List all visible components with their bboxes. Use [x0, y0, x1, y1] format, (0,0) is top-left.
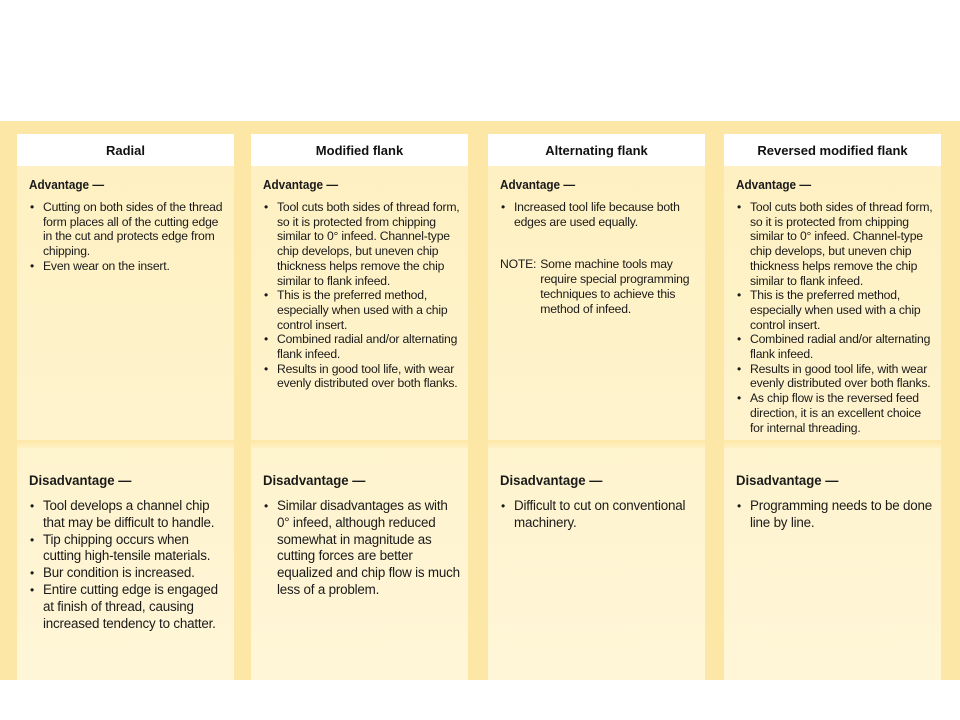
- disadvantage-title: Disadvantage —: [500, 472, 603, 488]
- list-item: • Increased tool life because both edges are used equally.: [500, 200, 697, 229]
- list-item: • Bur condition is increased.: [29, 565, 226, 582]
- list-item: • As chip flow is the reversed feed direction, it is an excellent choice for internal threading.: [736, 391, 933, 435]
- advantage-title: Advantage —: [29, 178, 105, 192]
- column-reversed-modified-flank: [724, 134, 941, 680]
- disadvantage-title: Disadvantage —: [736, 472, 839, 488]
- note-text: Some machine tools may require special programming techniques to achieve this method of infeed.: [540, 257, 690, 316]
- advantage-title: Advantage —: [500, 178, 576, 192]
- list-item: • Tool cuts both sides of thread form, so it is protected from chipping similar to 0° infeed. Channel-type chip develops, but uneven chip thickness helps remove the chip similar to flank infeed.: [736, 200, 933, 288]
- list-item: • Combined radial and/or alternating flank infeed.: [736, 332, 933, 361]
- list-item: • Results in good tool life, with wear evenly distributed over both flanks.: [263, 362, 460, 391]
- section-divider: [488, 440, 705, 448]
- list-item: • Similar disadvantages as with 0° infeed, although reduced somewhat in magnitude as cutting forces are better equalized and chip flow is much less of a problem.: [263, 498, 460, 599]
- advantage-title: Advantage —: [736, 178, 812, 192]
- section-divider: [251, 440, 468, 448]
- disadvantage-section: [724, 472, 941, 532]
- column-header: Radial: [17, 134, 234, 166]
- advantage-section: [724, 178, 941, 435]
- list-item: • Tool cuts both sides of thread form, so it is protected from chipping similar to 0° infeed. Channel-type chip develops, but uneven chip thickness helps remove the chip similar to flank infeed.: [263, 200, 460, 288]
- list-item: • This is the preferred method, especially when used with a chip control insert.: [736, 288, 933, 332]
- column-radial: [17, 134, 234, 680]
- section-divider: [724, 440, 941, 448]
- column-header: Modified flank: [251, 134, 468, 166]
- list-item: • Combined radial and/or alternating flank infeed.: [263, 332, 460, 361]
- advantage-section: [488, 178, 705, 316]
- advantage-section: [17, 178, 234, 274]
- disadvantage-title: Disadvantage —: [263, 472, 366, 488]
- column-header: Reversed modified flank: [724, 134, 941, 166]
- disadvantage-section: [251, 472, 468, 599]
- list-item: • Entire cutting edge is engaged at finish of thread, causing increased tendency to chatter.: [29, 582, 226, 632]
- list-item: • This is the preferred method, especially when used with a chip control insert.: [263, 288, 460, 332]
- list-item: • Difficult to cut on conventional machinery.: [500, 498, 697, 532]
- column-header: Alternating flank: [488, 134, 705, 166]
- column-alternating-flank: [488, 134, 705, 680]
- list-item: • Even wear on the insert.: [29, 259, 226, 274]
- column-modified-flank: [251, 134, 468, 680]
- section-divider: [17, 440, 234, 448]
- list-item: • Programming needs to be done line by line.: [736, 498, 933, 532]
- list-item: • Cutting on both sides of the thread form places all of the cutting edge in the cut and protects edge from chipping.: [29, 200, 226, 259]
- advantage-title: Advantage —: [263, 178, 339, 192]
- note: [500, 257, 697, 316]
- disadvantage-section: [17, 472, 234, 632]
- list-item: • Tool develops a channel chip that may be difficult to handle.: [29, 498, 226, 532]
- disadvantage-title: Disadvantage —: [29, 472, 132, 488]
- advantage-section: [251, 178, 468, 391]
- disadvantage-section: [488, 472, 705, 532]
- note-label: NOTE:: [500, 257, 537, 272]
- list-item: • Results in good tool life, with wear evenly distributed over both flanks.: [736, 362, 933, 391]
- list-item: • Tip chipping occurs when cutting high-tensile materials.: [29, 532, 226, 566]
